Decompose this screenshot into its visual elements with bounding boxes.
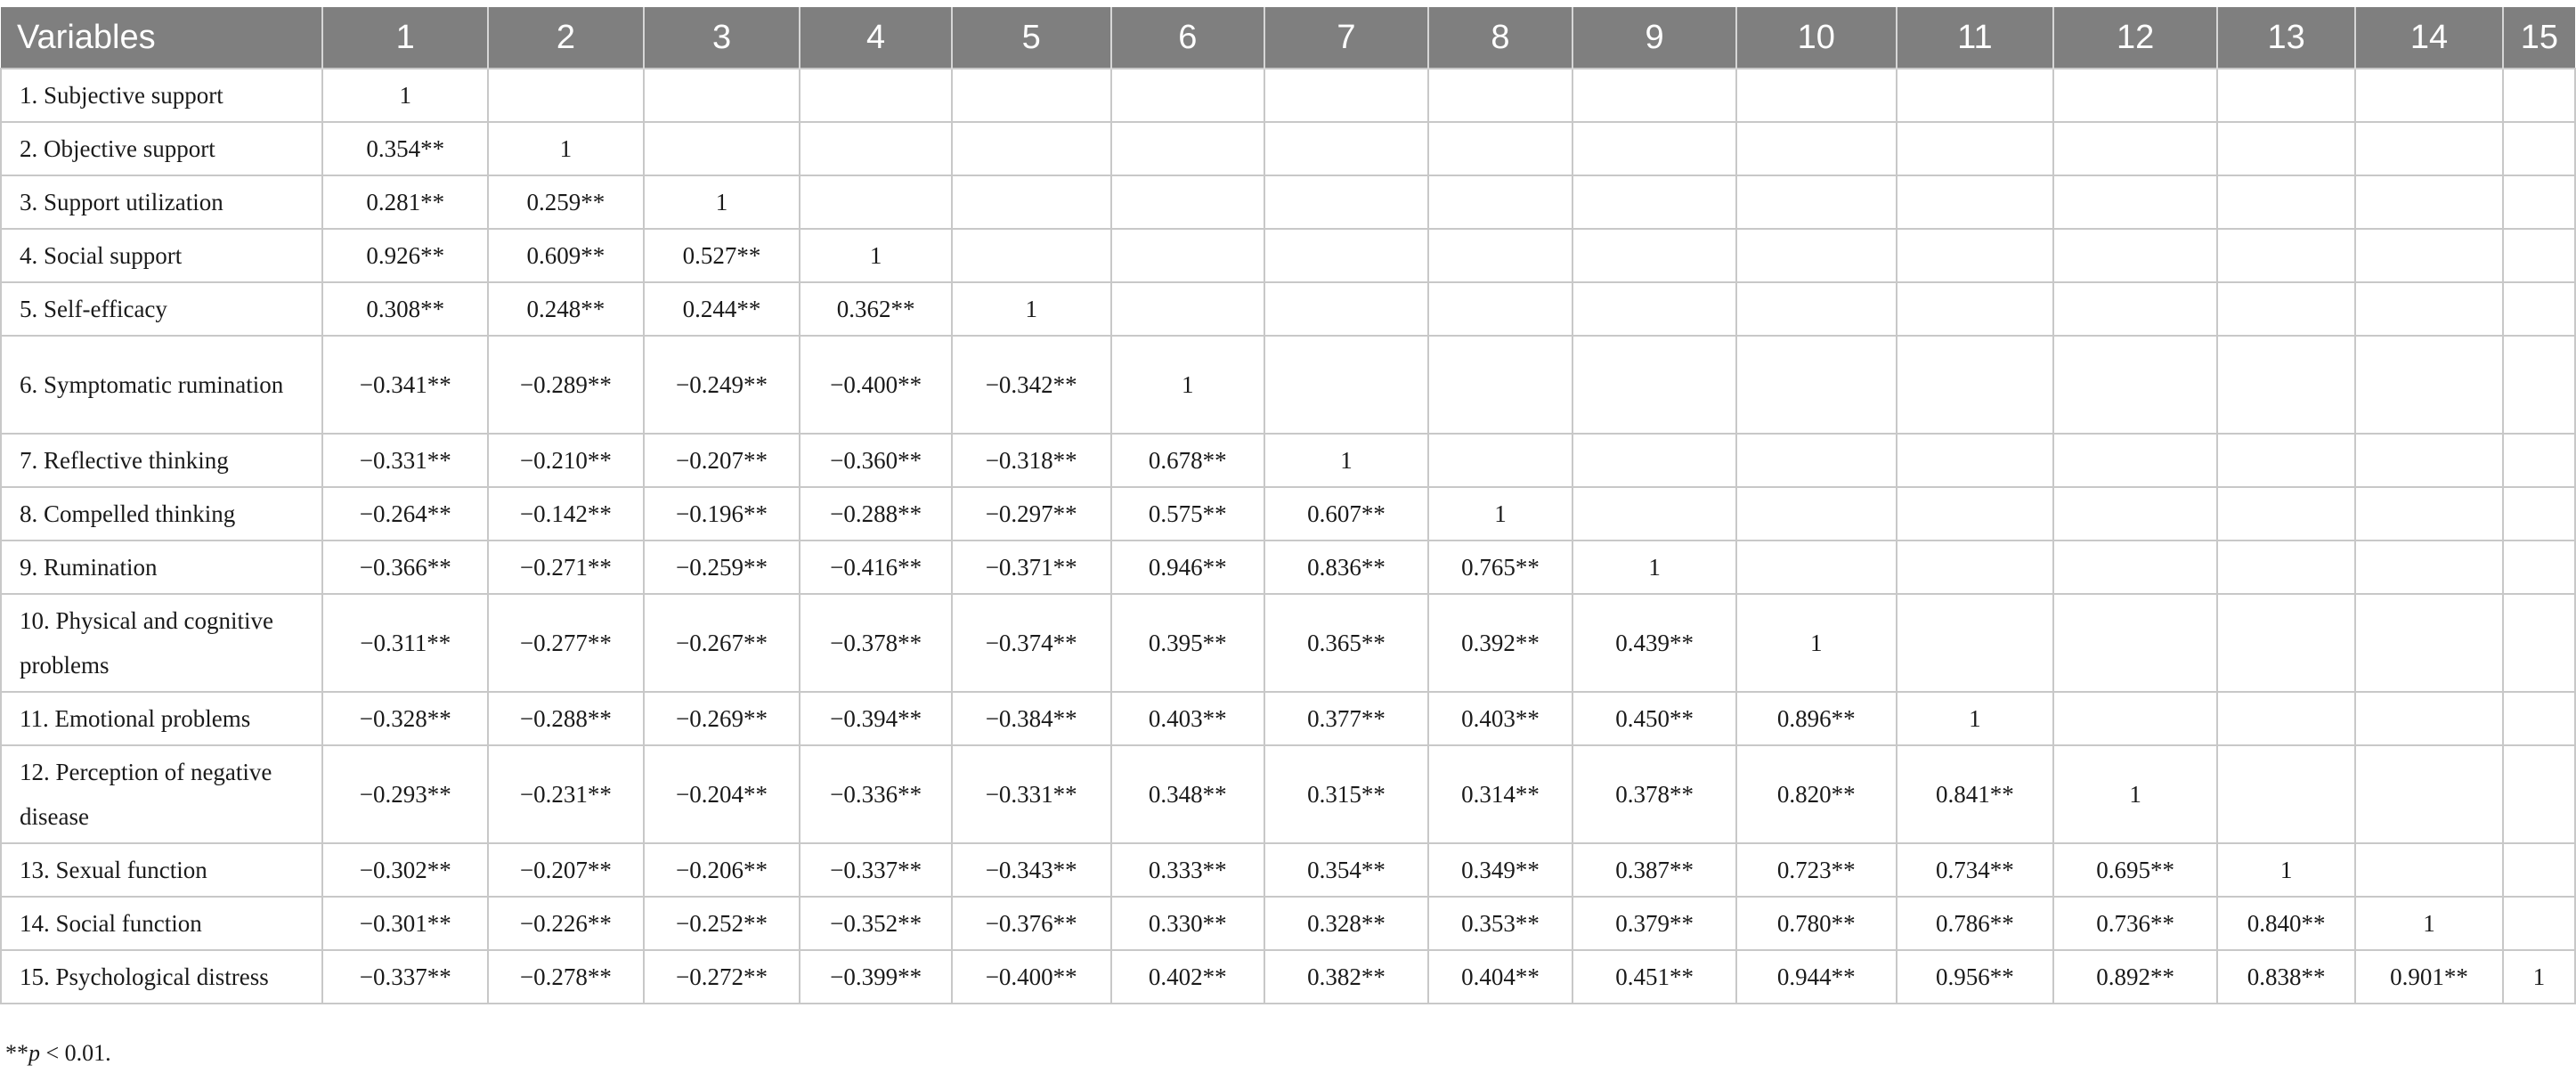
- table-cell: −0.400**: [952, 950, 1111, 1004]
- table-cell: [952, 122, 1111, 175]
- table-cell: −0.360**: [800, 434, 952, 487]
- table-cell: −0.400**: [800, 336, 952, 434]
- table-cell: −0.394**: [800, 692, 952, 745]
- table-cell: [2355, 594, 2502, 692]
- table-cell: [2053, 336, 2217, 434]
- table-cell: [2503, 175, 2575, 229]
- table-cell: 0.786**: [1897, 897, 2054, 950]
- table-cell: −0.318**: [952, 434, 1111, 487]
- table-cell: −0.378**: [800, 594, 952, 692]
- table-cell: [2217, 692, 2355, 745]
- table-cell: 0.395**: [1111, 594, 1265, 692]
- table-cell: [488, 69, 644, 122]
- table-cell: −0.336**: [800, 745, 952, 843]
- table-cell: 0.609**: [488, 229, 644, 282]
- table-cell: 1: [2355, 897, 2502, 950]
- table-cell: 0.450**: [1572, 692, 1736, 745]
- table-cell: [1572, 487, 1736, 540]
- table-cell: −0.297**: [952, 487, 1111, 540]
- table-cell: 0.765**: [1428, 540, 1572, 594]
- table-cell: 0.259**: [488, 175, 644, 229]
- table-cell: 1: [1264, 434, 1428, 487]
- table-cell: [1736, 122, 1897, 175]
- table-cell: 0.901**: [2355, 950, 2502, 1004]
- table-cell: [1428, 282, 1572, 336]
- table-cell: [2053, 122, 2217, 175]
- header-col-4: 4: [800, 7, 952, 69]
- table-cell: [2053, 175, 2217, 229]
- table-cell: [1572, 229, 1736, 282]
- table-cell: [2217, 69, 2355, 122]
- table-cell: 0.349**: [1428, 843, 1572, 897]
- header-col-1: 1: [322, 7, 488, 69]
- table-cell: 0.333**: [1111, 843, 1265, 897]
- header-col-15: 15: [2503, 7, 2575, 69]
- table-cell: [2355, 229, 2502, 282]
- table-cell: 0.734**: [1897, 843, 2054, 897]
- table-cell: −0.231**: [488, 745, 644, 843]
- table-cell: [2503, 282, 2575, 336]
- table-cell: [2053, 434, 2217, 487]
- table-cell: [800, 69, 952, 122]
- table-cell: −0.342**: [952, 336, 1111, 434]
- table-cell: 0.780**: [1736, 897, 1897, 950]
- table-row: [1, 336, 2575, 434]
- table-cell: 0.403**: [1428, 692, 1572, 745]
- table-cell: −0.352**: [800, 897, 952, 950]
- header-col-8: 8: [1428, 7, 1572, 69]
- table-cell: [2503, 487, 2575, 540]
- table-cell: 0.328**: [1264, 897, 1428, 950]
- table-cell: −0.252**: [644, 897, 800, 950]
- table-cell: 0.678**: [1111, 434, 1265, 487]
- table-cell: [2217, 745, 2355, 843]
- row-label: 1. Subjective support: [1, 69, 322, 122]
- table-cell: −0.288**: [488, 692, 644, 745]
- table-cell: −0.331**: [322, 434, 488, 487]
- table-cell: 0.348**: [1111, 745, 1265, 843]
- table-cell: [1897, 594, 2054, 692]
- table-cell: −0.341**: [322, 336, 488, 434]
- footnote-symbol: p: [28, 1040, 40, 1066]
- header-col-5: 5: [952, 7, 1111, 69]
- table-cell: [2503, 122, 2575, 175]
- table-row: [1, 175, 2575, 229]
- table-cell: 0.575**: [1111, 487, 1265, 540]
- table-cell: [2355, 487, 2502, 540]
- table-cell: −0.142**: [488, 487, 644, 540]
- table-cell: [1572, 434, 1736, 487]
- table-cell: [2217, 282, 2355, 336]
- table-cell: 0.354**: [1264, 843, 1428, 897]
- table-cell: −0.384**: [952, 692, 1111, 745]
- correlation-table: [0, 7, 2576, 1004]
- table-cell: [644, 69, 800, 122]
- table-header-row: [1, 7, 2575, 69]
- table-row: [1, 69, 2575, 122]
- table-cell: 0.926**: [322, 229, 488, 282]
- table-cell: −0.207**: [488, 843, 644, 897]
- table-cell: [1736, 434, 1897, 487]
- table-cell: [1736, 69, 1897, 122]
- table-cell: [952, 229, 1111, 282]
- table-cell: 0.820**: [1736, 745, 1897, 843]
- table-cell: −0.302**: [322, 843, 488, 897]
- row-label: 11. Emotional problems: [1, 692, 322, 745]
- row-label: 9. Rumination: [1, 540, 322, 594]
- table-row: [1, 843, 2575, 897]
- table-cell: −0.267**: [644, 594, 800, 692]
- table-cell: 0.387**: [1572, 843, 1736, 897]
- table-cell: −0.264**: [322, 487, 488, 540]
- table-cell: [2503, 540, 2575, 594]
- table-cell: 0.838**: [2217, 950, 2355, 1004]
- table-cell: [2217, 540, 2355, 594]
- table-cell: [1897, 487, 2054, 540]
- table-cell: [2217, 594, 2355, 692]
- table-cell: 1: [1428, 487, 1572, 540]
- table-cell: −0.371**: [952, 540, 1111, 594]
- table-cell: [2503, 897, 2575, 950]
- table-cell: [1111, 229, 1265, 282]
- table-cell: [2217, 434, 2355, 487]
- table-cell: 0.378**: [1572, 745, 1736, 843]
- table-cell: 0.946**: [1111, 540, 1265, 594]
- table-cell: [1736, 487, 1897, 540]
- table-cell: 0.892**: [2053, 950, 2217, 1004]
- table-cell: −0.343**: [952, 843, 1111, 897]
- table-cell: [2053, 692, 2217, 745]
- table-cell: [2503, 229, 2575, 282]
- table-cell: 0.244**: [644, 282, 800, 336]
- table-cell: [2503, 745, 2575, 843]
- table-row: [1, 540, 2575, 594]
- table-row: [1, 487, 2575, 540]
- table-cell: [1572, 122, 1736, 175]
- table-row: [1, 229, 2575, 282]
- table-cell: [2053, 540, 2217, 594]
- header-col-6: 6: [1111, 7, 1265, 69]
- table-cell: [1264, 229, 1428, 282]
- table-cell: −0.226**: [488, 897, 644, 950]
- table-cell: 0.956**: [1897, 950, 2054, 1004]
- header-col-2: 2: [488, 7, 644, 69]
- table-cell: [644, 122, 800, 175]
- table-cell: 1: [2503, 950, 2575, 1004]
- table-cell: 1: [952, 282, 1111, 336]
- table-footnote: [5, 1040, 111, 1067]
- table-cell: 0.404**: [1428, 950, 1572, 1004]
- table-cell: 0.451**: [1572, 950, 1736, 1004]
- correlation-table-container: [0, 7, 2576, 1004]
- table-cell: 0.314**: [1428, 745, 1572, 843]
- table-cell: 0.896**: [1736, 692, 1897, 745]
- header-col-3: 3: [644, 7, 800, 69]
- row-label: 12. Perception of negative disease: [1, 745, 322, 843]
- table-cell: [1897, 229, 2054, 282]
- table-cell: 0.836**: [1264, 540, 1428, 594]
- table-cell: 1: [2217, 843, 2355, 897]
- table-cell: 1: [1736, 594, 1897, 692]
- table-cell: [1572, 282, 1736, 336]
- table-cell: −0.376**: [952, 897, 1111, 950]
- table-cell: [1897, 336, 2054, 434]
- table-cell: [2355, 692, 2502, 745]
- table-cell: −0.249**: [644, 336, 800, 434]
- table-cell: [2217, 336, 2355, 434]
- table-cell: 0.944**: [1736, 950, 1897, 1004]
- table-row: [1, 594, 2575, 692]
- table-cell: [1428, 175, 1572, 229]
- table-cell: [1736, 540, 1897, 594]
- table-cell: 0.607**: [1264, 487, 1428, 540]
- table-cell: −0.328**: [322, 692, 488, 745]
- header-col-13: 13: [2217, 7, 2355, 69]
- table-cell: [2053, 282, 2217, 336]
- table-cell: 0.354**: [322, 122, 488, 175]
- table-cell: [1428, 336, 1572, 434]
- row-label: 8. Compelled thinking: [1, 487, 322, 540]
- table-cell: [1897, 175, 2054, 229]
- table-cell: 0.695**: [2053, 843, 2217, 897]
- header-col-12: 12: [2053, 7, 2217, 69]
- table-cell: [1572, 336, 1736, 434]
- table-cell: 1: [1111, 336, 1265, 434]
- table-cell: −0.259**: [644, 540, 800, 594]
- table-cell: [1428, 122, 1572, 175]
- table-cell: 0.379**: [1572, 897, 1736, 950]
- table-cell: [1264, 175, 1428, 229]
- table-cell: 0.308**: [322, 282, 488, 336]
- table-cell: [1264, 122, 1428, 175]
- table-cell: [1736, 336, 1897, 434]
- table-row: [1, 897, 2575, 950]
- table-cell: [800, 175, 952, 229]
- table-cell: [1897, 282, 2054, 336]
- table-cell: 0.527**: [644, 229, 800, 282]
- table-cell: [1897, 122, 2054, 175]
- table-cell: 1: [2053, 745, 2217, 843]
- row-label: 4. Social support: [1, 229, 322, 282]
- table-row: [1, 282, 2575, 336]
- table-cell: [2217, 487, 2355, 540]
- table-cell: −0.271**: [488, 540, 644, 594]
- table-cell: 0.392**: [1428, 594, 1572, 692]
- table-cell: [2355, 540, 2502, 594]
- table-cell: [1111, 122, 1265, 175]
- table-cell: [2503, 434, 2575, 487]
- table-cell: −0.374**: [952, 594, 1111, 692]
- table-cell: 0.841**: [1897, 745, 2054, 843]
- row-label: 15. Psychological distress: [1, 950, 322, 1004]
- table-cell: [2355, 122, 2502, 175]
- table-cell: −0.399**: [800, 950, 952, 1004]
- table-row: [1, 745, 2575, 843]
- table-cell: −0.337**: [322, 950, 488, 1004]
- table-cell: [2503, 69, 2575, 122]
- table-cell: 0.723**: [1736, 843, 1897, 897]
- table-cell: 1: [488, 122, 644, 175]
- table-cell: −0.278**: [488, 950, 644, 1004]
- table-cell: [2503, 692, 2575, 745]
- table-cell: 0.362**: [800, 282, 952, 336]
- table-cell: [2053, 229, 2217, 282]
- table-cell: −0.289**: [488, 336, 644, 434]
- table-cell: −0.288**: [800, 487, 952, 540]
- table-cell: 1: [322, 69, 488, 122]
- table-row: [1, 692, 2575, 745]
- table-cell: 0.353**: [1428, 897, 1572, 950]
- table-cell: [1897, 434, 2054, 487]
- table-cell: [1736, 282, 1897, 336]
- table-row: [1, 122, 2575, 175]
- header-col-9: 9: [1572, 7, 1736, 69]
- table-cell: [1111, 175, 1265, 229]
- table-cell: 0.365**: [1264, 594, 1428, 692]
- table-cell: [2053, 69, 2217, 122]
- table-cell: 0.403**: [1111, 692, 1265, 745]
- table-cell: [2053, 594, 2217, 692]
- table-cell: [2217, 229, 2355, 282]
- table-cell: [1897, 540, 2054, 594]
- table-cell: [952, 175, 1111, 229]
- row-label: 13. Sexual function: [1, 843, 322, 897]
- table-cell: −0.277**: [488, 594, 644, 692]
- table-cell: −0.272**: [644, 950, 800, 1004]
- header-col-14: 14: [2355, 7, 2502, 69]
- table-cell: [1428, 229, 1572, 282]
- table-cell: 0.840**: [2217, 897, 2355, 950]
- table-body: [1, 69, 2575, 1004]
- table-cell: [952, 69, 1111, 122]
- table-cell: 0.736**: [2053, 897, 2217, 950]
- table-cell: 0.248**: [488, 282, 644, 336]
- table-cell: 0.439**: [1572, 594, 1736, 692]
- table-cell: 1: [644, 175, 800, 229]
- table-cell: −0.196**: [644, 487, 800, 540]
- row-label: 6. Symptomatic rumination: [1, 336, 322, 434]
- table-cell: [1111, 69, 1265, 122]
- table-cell: 0.315**: [1264, 745, 1428, 843]
- table-cell: [1428, 69, 1572, 122]
- table-cell: [1264, 69, 1428, 122]
- footnote-text: < 0.01.: [40, 1040, 111, 1066]
- table-cell: [2217, 122, 2355, 175]
- table-cell: [1897, 69, 2054, 122]
- table-cell: 1: [800, 229, 952, 282]
- table-cell: [2503, 594, 2575, 692]
- row-label: 3. Support utilization: [1, 175, 322, 229]
- table-cell: −0.311**: [322, 594, 488, 692]
- row-label: 14. Social function: [1, 897, 322, 950]
- table-cell: [1264, 282, 1428, 336]
- table-row: [1, 950, 2575, 1004]
- table-cell: [1111, 282, 1265, 336]
- table-cell: [2217, 175, 2355, 229]
- header-variables: Variables: [1, 7, 322, 69]
- table-cell: [1736, 175, 1897, 229]
- table-cell: −0.204**: [644, 745, 800, 843]
- table-cell: −0.337**: [800, 843, 952, 897]
- table-cell: [2355, 282, 2502, 336]
- table-cell: −0.269**: [644, 692, 800, 745]
- table-cell: −0.206**: [644, 843, 800, 897]
- table-cell: [1736, 229, 1897, 282]
- table-cell: −0.210**: [488, 434, 644, 487]
- table-cell: [2355, 69, 2502, 122]
- table-cell: −0.366**: [322, 540, 488, 594]
- header-col-10: 10: [1736, 7, 1897, 69]
- row-label: 5. Self-efficacy: [1, 282, 322, 336]
- table-cell: 0.377**: [1264, 692, 1428, 745]
- table-cell: [2355, 843, 2502, 897]
- table-cell: −0.416**: [800, 540, 952, 594]
- header-col-7: 7: [1264, 7, 1428, 69]
- table-cell: [800, 122, 952, 175]
- table-cell: [1572, 175, 1736, 229]
- table-cell: [1264, 336, 1428, 434]
- table-cell: [2503, 336, 2575, 434]
- table-cell: −0.301**: [322, 897, 488, 950]
- table-cell: [2503, 843, 2575, 897]
- table-cell: [2355, 175, 2502, 229]
- table-cell: [1428, 434, 1572, 487]
- table-cell: 0.402**: [1111, 950, 1265, 1004]
- footnote-marker: **: [5, 1040, 28, 1066]
- table-cell: [2355, 434, 2502, 487]
- table-cell: −0.207**: [644, 434, 800, 487]
- table-cell: [2355, 336, 2502, 434]
- table-cell: 1: [1572, 540, 1736, 594]
- table-cell: 1: [1897, 692, 2054, 745]
- row-label: 10. Physical and cognitive problems: [1, 594, 322, 692]
- table-row: [1, 434, 2575, 487]
- table-cell: −0.293**: [322, 745, 488, 843]
- table-cell: 0.281**: [322, 175, 488, 229]
- table-cell: [1572, 69, 1736, 122]
- row-label: 7. Reflective thinking: [1, 434, 322, 487]
- table-cell: 0.382**: [1264, 950, 1428, 1004]
- table-cell: [2053, 487, 2217, 540]
- header-col-11: 11: [1897, 7, 2054, 69]
- table-cell: −0.331**: [952, 745, 1111, 843]
- table-cell: [2355, 745, 2502, 843]
- table-cell: 0.330**: [1111, 897, 1265, 950]
- row-label: 2. Objective support: [1, 122, 322, 175]
